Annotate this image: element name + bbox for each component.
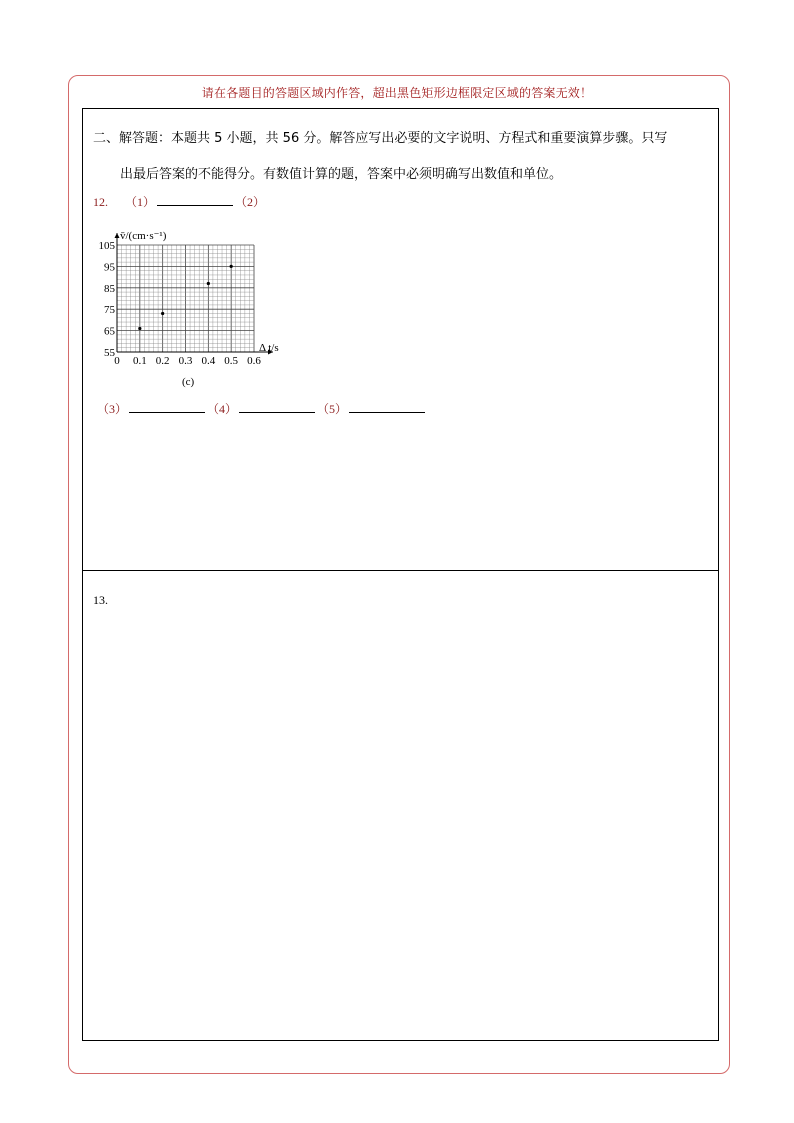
data-point (230, 265, 233, 268)
y-axis-arrow (115, 233, 120, 238)
y-tick-label: 55 (104, 347, 115, 359)
data-point (161, 312, 164, 315)
question-12-row-2 (97, 400, 427, 417)
answer-blank-5[interactable] (349, 402, 425, 413)
chart-axes (115, 233, 274, 355)
y-tick-label: 95 (104, 261, 115, 274)
answer-blank-1[interactable] (157, 195, 233, 206)
instructions-line-1: 二、解答题：本题共 5 小题，共 56 分。解答应写出必要的文字说明、方程式和重要演算步骤。只写 (93, 131, 668, 146)
question-13-number: 13. (93, 593, 108, 607)
notice-text: 请在各题目的答题区域内作答，超出黑色矩形边框限定区域的答案无效！ (201, 86, 593, 100)
x-tick-label: 0.4 (201, 355, 216, 367)
data-point (207, 282, 210, 285)
instructions-line-2: 出最后答案的不能得分。有数值计算的题，答案中必须明确写出数值和单位。 (120, 167, 563, 182)
x-tick-label: 0.1 (132, 355, 147, 367)
x-tick-label: 0.6 (247, 355, 261, 367)
chart-ticks (99, 240, 262, 367)
question-12-number: 12. (93, 195, 108, 209)
answer-area-question-13[interactable] (82, 570, 719, 1041)
part-1-label: （1） (125, 195, 156, 209)
x-tick-label: 0 (114, 355, 120, 367)
y-tick-label: 65 (104, 325, 115, 338)
y-tick-label: 105 (98, 240, 115, 252)
part-4-label: （4） (207, 402, 238, 416)
x-tick-label: 0.3 (178, 355, 193, 367)
velocity-time-chart (93, 229, 283, 389)
answer-blank-3[interactable] (129, 402, 205, 413)
section-instructions (93, 121, 708, 193)
answer-area-section-2 (82, 108, 719, 571)
answer-blank-4[interactable] (239, 402, 315, 413)
y-axis-label: v̄/(cm·s⁻¹) (120, 230, 167, 242)
x-tick-label: 0.2 (155, 355, 170, 367)
x-tick-label: 0.5 (224, 355, 239, 367)
data-point (138, 327, 141, 330)
chart-grid (117, 245, 254, 352)
x-axis-label: Δ t/s (259, 342, 279, 354)
part-2-label: （2） (235, 195, 266, 209)
question-12-row-1 (93, 193, 265, 210)
part-5-label: （5） (317, 402, 348, 416)
y-tick-label: 85 (104, 282, 115, 295)
part-3-label: （3） (97, 402, 128, 416)
y-tick-label: 75 (104, 304, 115, 317)
chart-caption: (c) (182, 376, 195, 388)
